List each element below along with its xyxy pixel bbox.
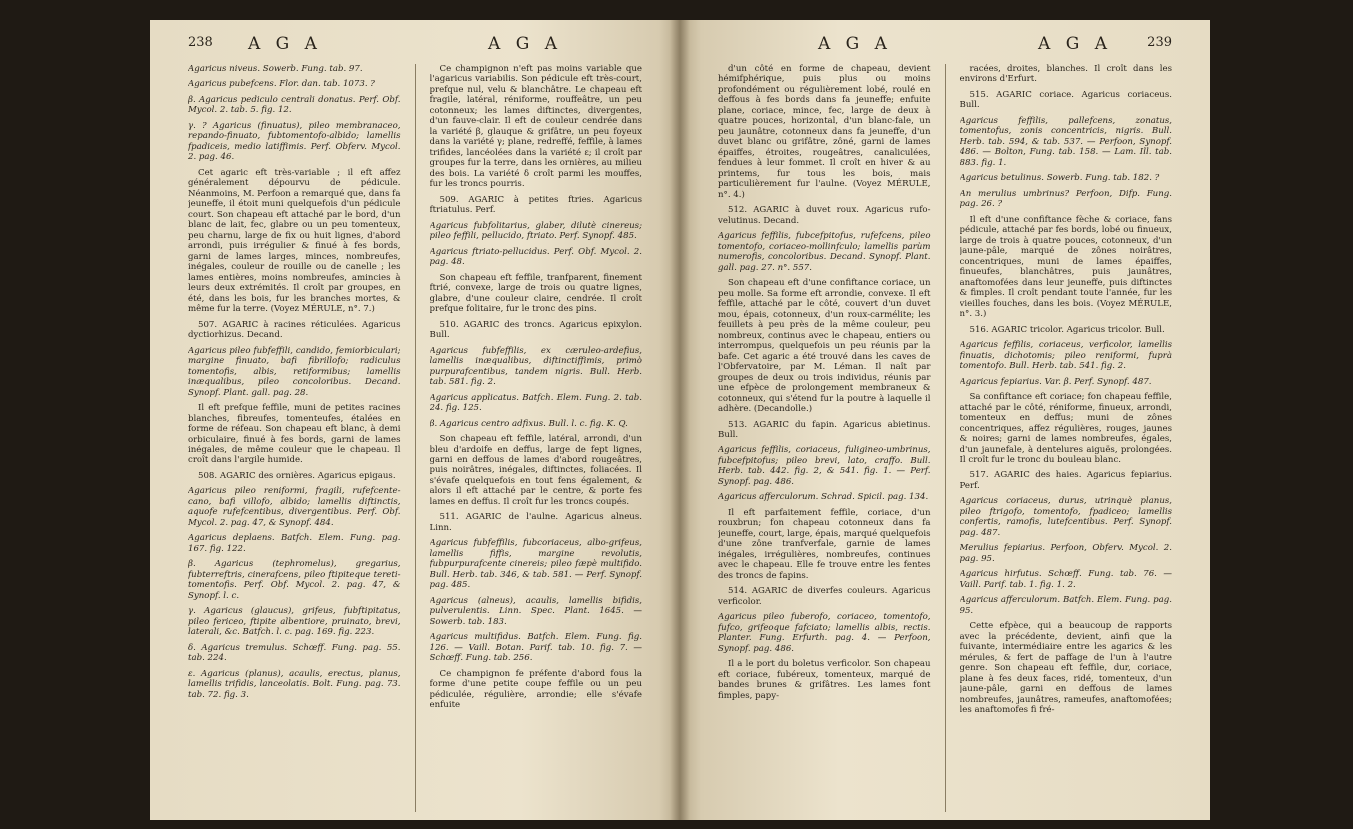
running-header — [718, 34, 1172, 56]
paragraph: d'un côté en forme de chapeau, devient hémifphérique, puis plus ou moins profondément ou régulièrement lobé, roulé en deffous à fes bords dans fa jeuneffe; enfuite plane, coriace, mince, fec, large de deux à quatre pouces, horizontal, d'un blanc-fale, un peu jaunâtre, cotonneux dans fa jeuneffe, d'un duvet blanc ou grifâtre, zôné, garni de lames épaiffes, étroites, rougeâtres, canaliculées, fendues à leur fommet. Il croît en hiver & au printems, fur tous les bois, mais particulièrement fur l'aulne. (Voyez MÉRULE, n°. 4.) — [718, 64, 931, 200]
paragraph: 511. AGARIC de l'aulne. Agaricus alneus. Linn. — [429, 512, 642, 533]
paragraph: Il eft prefque feffile, muni de petites racines blanches, fibreufes, tomenteufes, étalées en forme de réfeau. Son chapeau eft blanc, à demi orbiculaire, finué à fes bords, garni de lames inégales, de même couleur que le chapeau. Il croît dans l'argile humide. — [188, 403, 401, 466]
header-right: A G A — [488, 34, 562, 54]
text-column — [960, 64, 1173, 812]
paragraph: Sa confiftance eft coriace; fon chapeau feffile, attaché par le côté, réniforme, finueux, arrondi, tomenteux en deffus; muni de zônes concentriques, affez régulières, rouges, jaunes & noires; garni de lames nombreufes, égales, d'un jaunefale, à dentelures aiguës, prolongées. Il croît fur le tronc du bouleau blanc. — [959, 392, 1172, 465]
running-header — [188, 34, 642, 56]
paragraph: ε. Agaricus (planus), acaulis, erectus, planus, lamellis trifidis, lanceolatis. Bolt. Fung. pag. 73. tab. 72. fig. 3. — [188, 668, 401, 700]
paragraph: γ. ? Agaricus (finuatus), pileo membranaceo, repando-finuato, fubtomentofo-albido; lamellis fpadiceis, medio latiffimis. Perf. Obferv. Mycol. 2. pag. 46. — [188, 120, 401, 163]
paragraph: Agaricus multifidus. Batfch. Elem. Fung. fig. 126. — Vaill. Botan. Parif. tab. 10. fig. 7. — Schœff. Fung. tab. 256. — [429, 632, 642, 664]
paragraph: Agaricus feffilis, coriaceus, fuligineo-umbrinus, fubcefpitofus; pileo brevi, lato, craffo. Bull. Herb. tab. 442. fig. 2, & 541. fig. 1. — Perf. Synopf. pag. 486. — [718, 445, 931, 487]
paragraph: Agaricus fepiarius. Var. β. Perf. Synopf. 487. — [959, 376, 1152, 387]
paragraph: An merulius umbrinus? Perfoon, Difp. Fung. pag. 26. ? — [959, 188, 1172, 210]
right-page — [680, 20, 1210, 820]
paragraph: Agaricus applicatus. Batfch. Elem. Fung. 2. tab. 24. fig. 125. — [429, 392, 642, 414]
paragraph: Agaricus feffilis, fubcefpitofus, rufefcens, pileo tomentofo, coriaceo-mollinfculo; lamellis parùm numerofis, concoloribus. Decand. Synopf. Plant. gall. pag. 27. n°. 557. — [718, 231, 931, 273]
header-right: A G A — [1038, 34, 1112, 54]
paragraph: Agaricus feffilis, pallefcens, zonatus, tomentofus, zonis concentricis, nigris. Bull. Herb. tab. 594, & tab. 537. — Perfoon, Synopf. 486. — Bolton, Fung. tab. 158. — Lam. Ill. tab. 883. fig. 1. — [959, 115, 1172, 168]
column-rule — [945, 64, 946, 812]
paragraph: 512. AGARIC à duvet roux. Agaricus rufo-velutinus. Decand. — [718, 205, 931, 226]
paragraph: 516. AGARIC tricolor. Agaricus tricolor. Bull. — [969, 324, 1165, 335]
paragraph: 508. AGARIC des ornières. Agaricus epigaus. — [198, 470, 396, 481]
left-page — [150, 20, 680, 820]
text-column — [188, 64, 401, 812]
paragraph: Agaricus pubefcens. Flor. dan. tab. 1073. ? — [188, 79, 375, 90]
page-number: 238 — [188, 35, 213, 50]
paragraph: Agaricus coriaceus, durus, utrinquè planus, pileo ftrigofo, tomentofo, fpadiceo; lamellis confertis, ramofis, lutefcentibus. Perf. Synopf. pag. 487. — [959, 496, 1172, 538]
paragraph: Agaricus deplaens. Batfch. Elem. Fung. pag. 167. fig. 122. — [188, 533, 401, 554]
paragraph: β. Agaricus centro adfixus. Bull. l. c. fig. K. Q. — [429, 418, 628, 429]
open-book — [150, 20, 1210, 820]
paragraph: Son chapeau eft feffile, latéral, arrondi, d'un bleu d'ardoife en deffus, large de fept lignes, garni en deffous de lames d'abord rougeâtres, puis noirâtres, inégales, diftinctes, foliacées. Il s'évafe quelquefois en tout fens également, & alors il eft attaché par le centre, & porte fes lames en deffus. Il croît fur les troncs coupés. — [429, 434, 642, 507]
paragraph: 510. AGARIC des troncs. Agaricus epixylon. Bull. — [429, 319, 642, 341]
paragraph: 517. AGARIC des haies. Agaricus fepiarius. Perf. — [959, 470, 1172, 491]
paragraph: δ. Agaricus tremulus. Schœff. Fung. pag. 55. tab. 224. — [188, 642, 401, 664]
paragraph: Agaricus fubfeffilis, ex cæruleo-ardefius, lamellis inæqualibus, diftinctiffimis, primò purpurafcentibus, tandem nigris. Bull. Herb. tab. 581. fig. 2. — [429, 345, 642, 388]
paragraph: Agaricus pileo fubfeffili, candido, femiorbiculari; margine finuato, bafi fibrillofo; radiculus tomentofis, albis, retiformibus; lamellis inæqualibus, pileo concoloribus. Decand. Synopf. Plant. gall. pag. 28. — [188, 345, 401, 398]
text-column — [718, 64, 931, 812]
paragraph: 509. AGARIC à petites ftries. Agaricus ftriatulus. Perf. — [429, 194, 642, 216]
paragraph: Agaricus betulinus. Sowerb. Fung. tab. 182. ? — [959, 173, 1160, 184]
paragraph: Agaricus afferculorum. Batfch. Elem. Fung. pag. 95. — [959, 595, 1172, 616]
paragraph: Agaricus niveus. Sowerb. Fung. tab. 97. — [188, 64, 363, 74]
paragraph: Il eft parfaitement feffile, coriace, d'un rouxbrun; fon chapeau cotonneux dans fa jeuneffe, court, large, épais, marqué quelquefois d'une zône tranfverfale, garnie de lames inégales, irrégulières, nombreufes, continues avec le chapeau. Elle fe trouve entre les fentes des troncs de fapins. — [718, 507, 931, 581]
paragraph: Ce champignon n'eft pas moins variable que l'agaricus variabilis. Son pédicule eft très-court, prefque nul, velu & blanchâtre. Le chapeau eft fragile, latéral, réniforme, rouffeâtre, un peu cotonneux; les lames diftinctes, divergentes, d'un fauve-clair. Il eft de couleur cendrée dans la variété β, glauque & grifâtre, un peu foyeux dans la variété γ; plane, redreffé, feffile, à lames trifides, lancéolées dans la variété ε; il croît par groupes fur la terre, dans les ornières, au milieu des bois. La variété δ croît parmi les mouffes, fur les troncs pourris. — [429, 64, 642, 190]
paragraph: Ce champignon fe préfente d'abord fous la forme d'une petite coupe feffile ou un peu pédiculée, régulière, arrondie; elle s'évafe enfuite — [429, 668, 642, 711]
paragraph: racées, droites, blanches. Il croît dans les environs d'Erfurt. — [959, 64, 1172, 85]
text-column — [430, 64, 643, 812]
paragraph: 515. AGARIC coriace. Agaricus coriaceus. Bull. — [959, 89, 1172, 111]
paragraph: Agaricus afferculorum. Schrad. Spicil. pag. 134. — [718, 492, 929, 503]
header-left: A G A — [818, 34, 892, 54]
paragraph: 514. AGARIC de diverfes couleurs. Agaricus verficolor. — [718, 586, 931, 607]
paragraph: β. Agaricus pediculo centrali donatus. Perf. Obf. Mycol. 2. tab. 5. fig. 12. — [188, 94, 401, 116]
header-left: A G A — [248, 34, 322, 54]
paragraph: Agaricus hirfutus. Schœff. Fung. tab. 76. — Vaill. Parif. tab. 1. fig. 1. 2. — [959, 569, 1172, 590]
paragraph: Il a le port du boletus verficolor. Son chapeau eft coriace, fubéreux, tomenteux, marqué de bandes brunes & grifâtres. Les lames font fimples, papy- — [718, 659, 931, 701]
paragraph: β. Agaricus (tephromelus), gregarius, fubterreftris, cinerafcens, pileo ftipiteque tereti-tomentofis. Perf. Obf. Mycol. 2. pag. 47, & Synopf. l. c. — [188, 559, 401, 601]
paragraph: γ. Agaricus (glaucus), grifeus, fubftipitatus, pileo fericeo, ftipite albentiore, pruinato, brevi, laterali, &c. Batfch. l. c. pag. 169. fig. 223. — [188, 606, 401, 638]
paragraph: Il eft d'une confiftance fèche & coriace, fans pédicule, attaché par fes bords, lobé ou finueux, large de trois à quatre pouces, cotonneux, d'un jaune-pâle, marqué de zônes noirâtres, concentriques, muni de lames épaiffes, finueufes, blanchâtres, puis jaunâtres, anaftomofées dans leur jeuneffe, puis diftinctes & fimples. Il croît pendant toute l'année, fur les vieilles fouches, dans les bois. (Voyez MÉRULE, n°. 3.) — [959, 214, 1172, 320]
paragraph: Agaricus (alneus), acaulis, lamellis bifidis, pulverulentis. Linn. Spec. Plant. 1645. — Sowerb. tab. 183. — [429, 595, 642, 627]
paragraph: Cet agaric eft très-variable ; il eft affez généralement dépourvu de pédicule. Néanmoins, M. Perfoon a remarqué que, dans fa jeuneffe, il étoit muni quelquefois d'un pédicule court. Son chapeau eft attaché par le bord, d'un blanc de lait, fec, glabre ou un peu tomenteux, peu charnu, large de fix ou huit lignes, d'abord arrondi, puis irrégulier & finué à fes bords, garni de lames larges, minces, nombreufes, inégales, couleur de rouille ou de canelle ; les lames entières, moins nombreufes, amincies à leurs deux extrémités. Il croît par groupes, en été, dans les bois, fur les branches mortes, & même fur la terre. (Voyez MÉRULE, n°. 7.) — [188, 167, 401, 315]
paragraph: Agaricus pileo reniformi, fragili, rufefcente-cano, bafi villofo, albido; lamellis diftinctis, aquofe rufefcentibus, divergentibus. Perf. Obf. Mycol. 2. pag. 47, & Synopf. 484. — [188, 486, 401, 528]
paragraph: Merulius fepiarius. Perfoon, Obferv. Mycol. 2. pag. 95. — [959, 543, 1172, 564]
paragraph: Agaricus ftriato-pellucidus. Perf. Obf. Mycol. 2. pag. 48. — [429, 246, 642, 268]
paragraph: Agaricus fubfeffilis, fubcoriaceus, albo-grifeus, lamellis fiffis, margine revolutis, fubpurpurafcente cinereis; pileo fæpè multifido. Bull. Herb. tab. 346, & tab. 581. — Perf. Synopf. pag. 485. — [429, 538, 642, 591]
paragraph: Agaricus feffilis, coriaceus, verficolor, lamellis finuatis, dichotomis; pileo reniformi, fuprà tomentofo. Bull. Herb. tab. 541. fig. 2. — [959, 340, 1172, 372]
paragraph: 507. AGARIC à racines réticulées. Agaricus dyctiorhizus. Decand. — [188, 319, 401, 341]
paragraph: Son chapeau eft d'une confiftance coriace, un peu molle. Sa forme eft arrondie, convexe. Il eft feffile, attaché par le côté, couvert d'un duvet mou, épais, cotonneux, d'un roux-carmélite; les feuillets à peu près de la même couleur, peu nombreux, continus avec le chapeau, entiers ou interrompus, quelquefois un peu réunis par la bafe. Cet agaric a été trouvé dans les caves de l'Obfervatoire, par M. Léman. Il naît par groupes de deux ou trois individus, réunis par une efpèce de prolongement membraneux & cotonneux, qui s'étend fur la poutre à laquelle il adhère. (Decandolle.) — [718, 278, 931, 415]
paragraph: Agaricus fubfolitarius, glaber, dilutè cinereus; pileo feffili, pellucido, ftriato. Perf. Synopf. 485. — [429, 220, 642, 242]
paragraph: Cette efpèce, qui a beaucoup de rapports avec la précédente, devient, ainfi que la fuivante, intermédiaire entre les agarics & les mérules, & fert de paffage de l'un à l'autre genre. Son chapeau eft feffile, dur, coriace, plane à fes deux faces, ridé, tomenteux, d'un jaune-pâle, garni en deffous de lames nombreufes, jaunâtres, rameufes, anaftomofées; les anaftomofes fi fré- — [959, 621, 1172, 716]
paragraph: Agaricus pileo fuberofo, coriaceo, tomentofo, fufco, grifeoque fafciato; lamellis albis, rectis. Planter. Fung. Erfurth. pag. 4. — Perfoon, Synopf. pag. 486. — [718, 612, 931, 654]
paragraph: 513. AGARIC du fapin. Agaricus abietinus. Bull. — [718, 419, 931, 440]
page-number: 239 — [1147, 35, 1172, 50]
column-rule — [415, 64, 416, 812]
paragraph: Son chapeau eft feffile, tranfparent, finement ftrié, convexe, large de trois ou quatre lignes, glabre, d'une couleur claire, cendrée. Il croît prefque folitaire, fur le tronc des pins. — [429, 272, 642, 315]
